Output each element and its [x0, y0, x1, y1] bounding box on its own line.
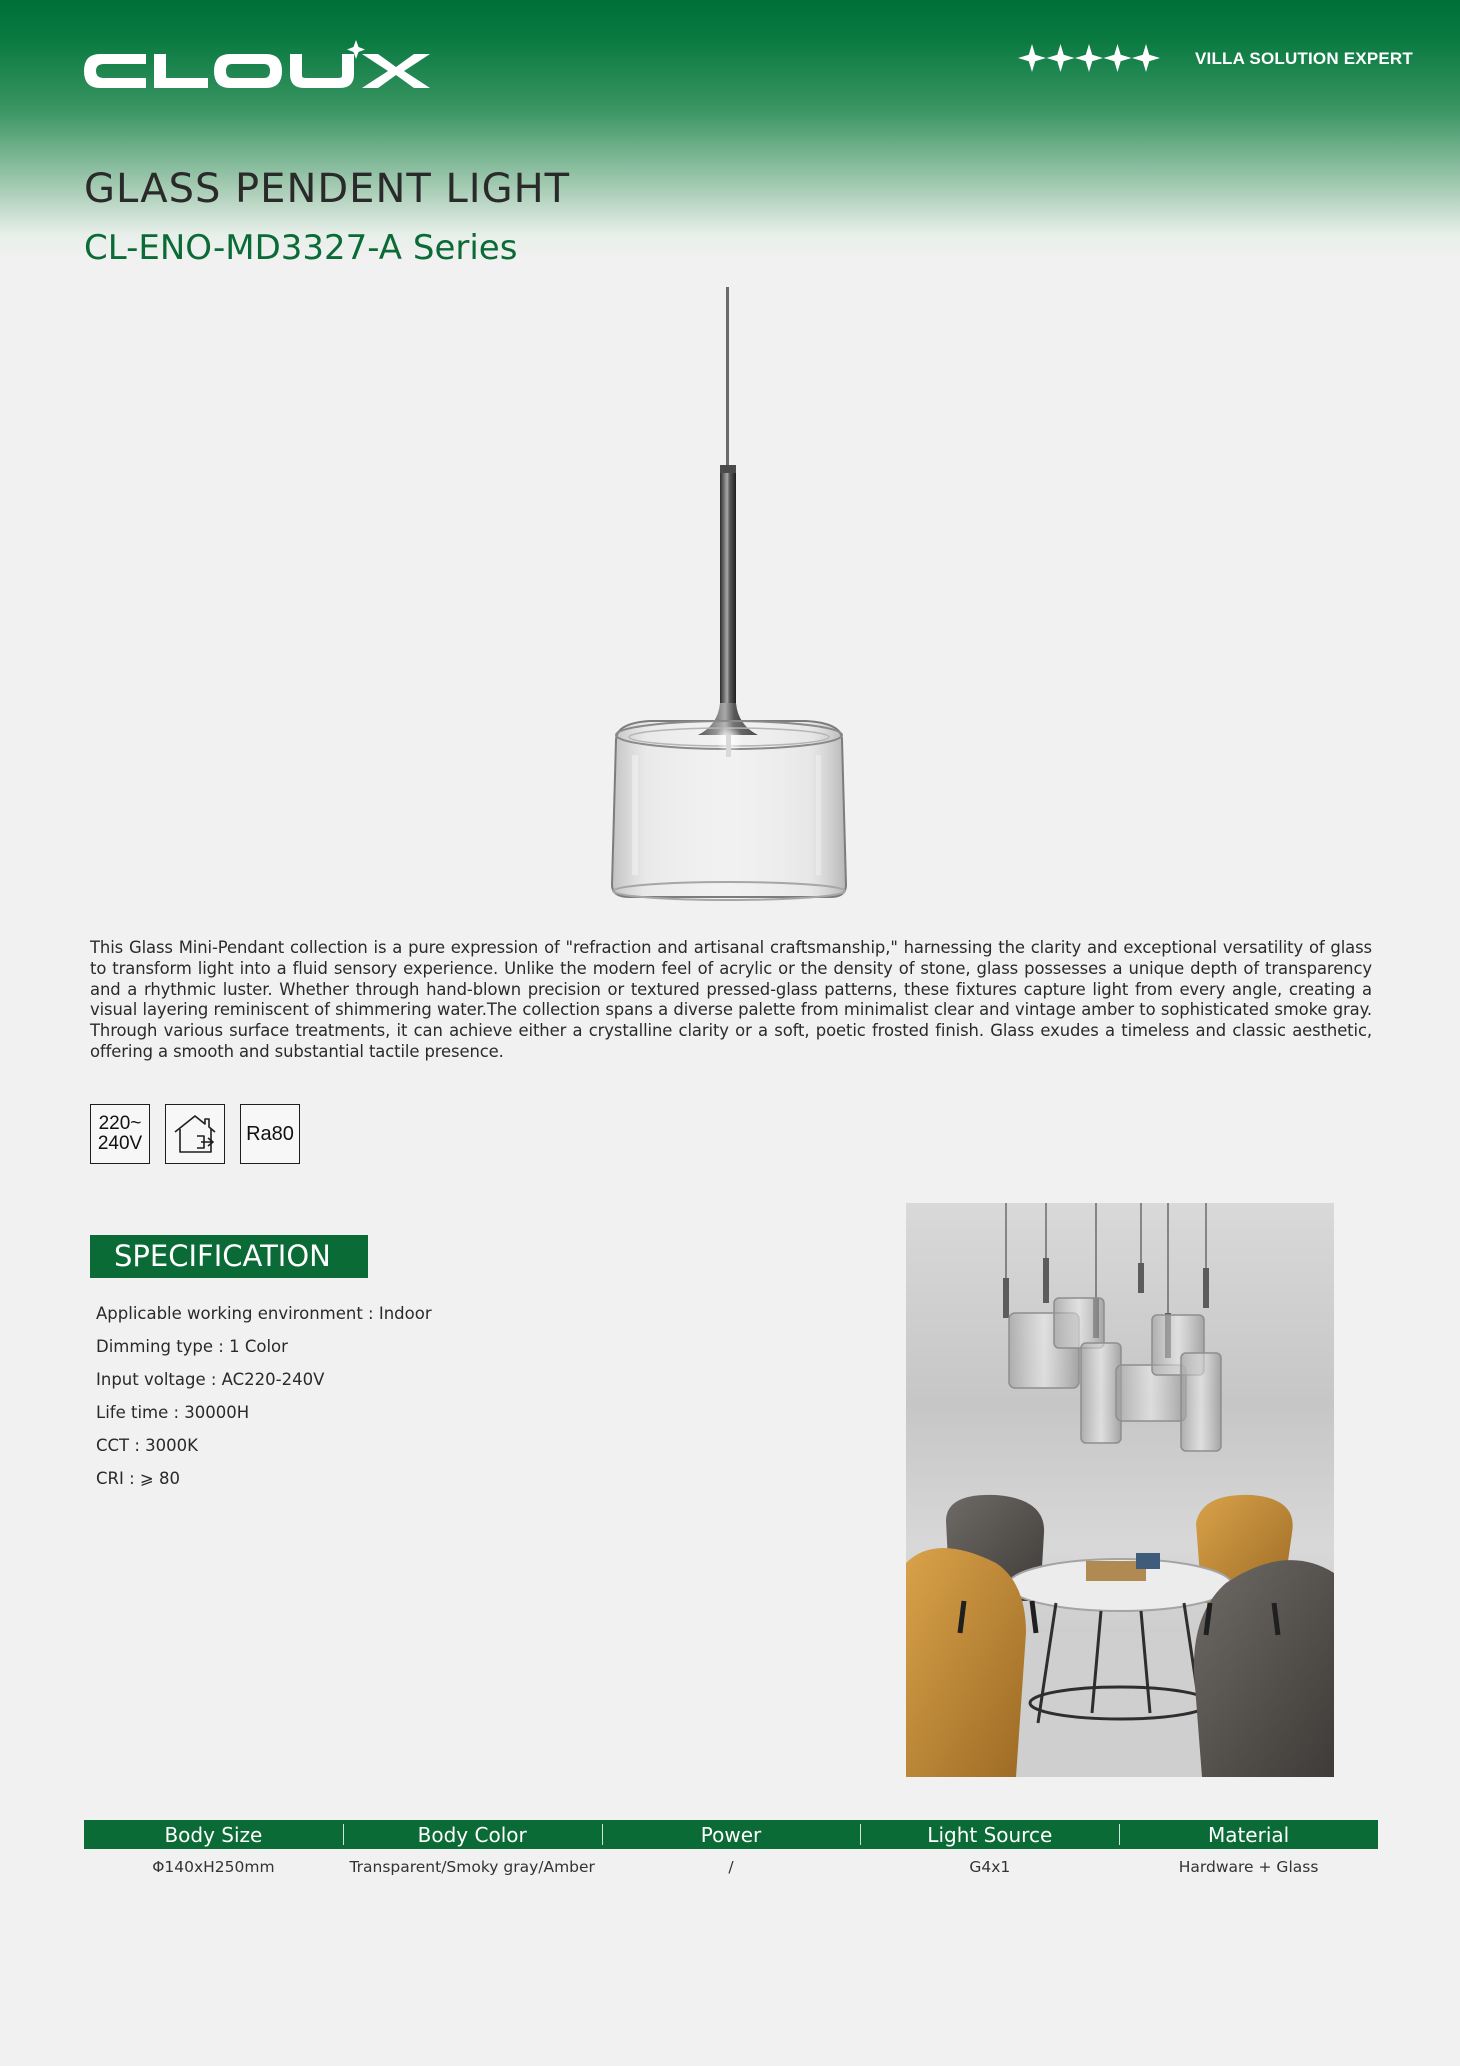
five-stars-icon — [1018, 42, 1160, 74]
specification-list — [96, 1300, 432, 1498]
product-description: This Glass Mini-Pendant collection is a pure expression of "refraction and artisanal craftsmanship," harnessing the clarity and exceptional versatility of glass to transform light into a fluid sensory experience. Unlike the modern feel of acrylic or the density of stone, glass possesses a unique depth of transparency and a rhythmic luster. Whether through hand-blown precision or textured pressed-glass patterns, these fixtures capture light from every angle, creating a visual layering reminiscent of shimmering water.The collection spans a diverse palette from minimalist clear and vintage amber to sophisticated smoke gray. Through various surface treatments, it can achieve either a crystalline clarity or a soft, poetic frosted finish. Glass exudes a timeless and classic aesthetic, offering a smooth and substantial tactile presence. — [90, 938, 1372, 1061]
product-series: CL-ENO-MD3327-A Series — [84, 228, 518, 268]
column-header-material: Material — [1119, 1820, 1378, 1849]
specification-heading: SPECIFICATION — [90, 1235, 368, 1278]
spec-item: Dimming type : 1 Color — [96, 1337, 288, 1356]
spec-item: Life time : 30000H — [96, 1403, 250, 1422]
column-header-power: Power — [602, 1820, 861, 1849]
cell-body-size: Φ140xH250mm — [152, 1858, 275, 1876]
pendant-light-product-image — [580, 285, 880, 905]
spec-item: Applicable working environment : Indoor — [96, 1304, 432, 1323]
interior-scene-image — [906, 1203, 1334, 1777]
header-banner — [0, 0, 1460, 260]
spec-item: Input voltage : AC220-240V — [96, 1370, 325, 1389]
cell-material: Hardware + Glass — [1178, 1858, 1319, 1876]
voltage-badge-line1: 220~ — [98, 1113, 142, 1134]
brand-tagline: VILLA SOLUTION EXPERT — [1195, 49, 1413, 68]
voltage-badge — [90, 1104, 150, 1164]
brand-logo — [84, 40, 436, 100]
spec-item: CCT : 3000K — [96, 1436, 198, 1455]
cell-light-source: G4x1 — [969, 1858, 1011, 1876]
cell-body-color: Transparent/Smoky gray/Amber — [349, 1858, 595, 1876]
column-header-light-source: Light Source — [860, 1820, 1119, 1849]
table-row — [84, 1853, 1378, 1881]
product-title: GLASS PENDENT LIGHT — [84, 166, 571, 212]
indoor-house-icon — [165, 1104, 225, 1164]
column-header-body-color: Body Color — [343, 1820, 602, 1849]
spec-item: CRI : ⩾ 80 — [96, 1469, 180, 1488]
cell-power: / — [728, 1858, 734, 1876]
column-header-body-size: Body Size — [164, 1823, 263, 1847]
voltage-badge-line2: 240V — [97, 1133, 143, 1154]
cri-badge: Ra80 — [240, 1104, 300, 1164]
product-table-header — [84, 1820, 1378, 1849]
